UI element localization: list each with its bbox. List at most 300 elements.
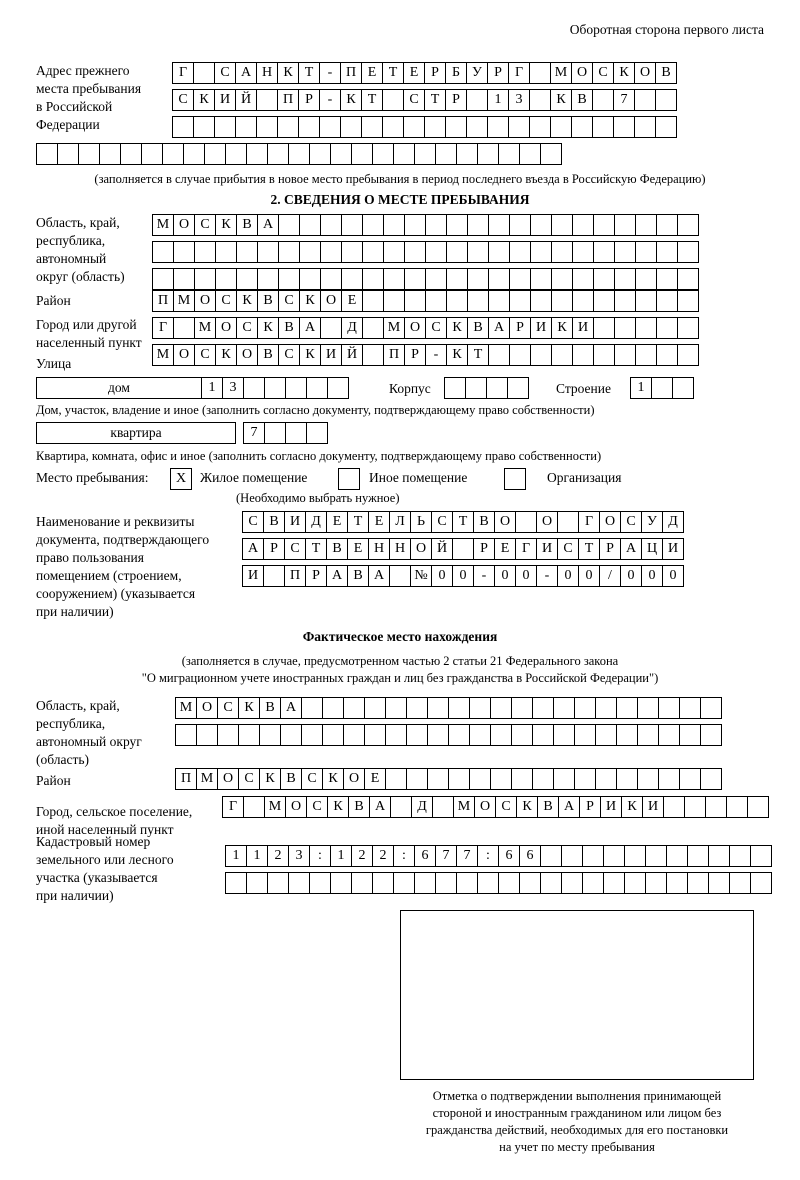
district-cell[interactable] [404, 290, 426, 312]
city-row[interactable] [152, 317, 698, 339]
district-cell[interactable] [383, 290, 405, 312]
street-cell[interactable] [635, 344, 657, 366]
document-cell[interactable] [452, 538, 474, 560]
prev-address-cell[interactable] [634, 89, 656, 111]
prev-address-cell[interactable]: К [613, 62, 635, 84]
actual-district-cell[interactable] [700, 768, 722, 790]
actual-region-cell[interactable] [301, 724, 323, 746]
region-cell[interactable] [677, 214, 699, 236]
district-cell[interactable] [530, 290, 552, 312]
cadastre-cell[interactable] [540, 845, 562, 867]
prev-address-cell[interactable] [99, 143, 121, 165]
cadastre-row-1[interactable] [225, 845, 771, 867]
prev-address-cell[interactable]: 7 [613, 89, 635, 111]
street-cell[interactable]: Т [467, 344, 489, 366]
city-cell[interactable]: А [299, 317, 321, 339]
region-cell[interactable] [677, 268, 699, 290]
document-cell[interactable]: Д [662, 511, 684, 533]
prev-address-cell[interactable] [529, 62, 551, 84]
actual-district-cell[interactable]: М [196, 768, 218, 790]
document-cell[interactable] [389, 565, 411, 587]
actual-region-cell[interactable] [238, 724, 260, 746]
actual-region-cell[interactable] [280, 724, 302, 746]
stroenie-cell[interactable] [672, 377, 694, 399]
city-cell[interactable]: Р [509, 317, 531, 339]
prev-address-cell[interactable]: Т [298, 62, 320, 84]
house-cell[interactable]: 3 [222, 377, 244, 399]
actual-region-cell[interactable]: В [259, 697, 281, 719]
region-cell[interactable] [467, 214, 489, 236]
cadastre-cell[interactable] [288, 872, 310, 894]
region-cell[interactable] [278, 268, 300, 290]
cadastre-row-2[interactable] [225, 872, 771, 894]
cadastre-cell[interactable] [540, 872, 562, 894]
cadastre-cell[interactable]: 2 [351, 845, 373, 867]
region-cell[interactable] [341, 214, 363, 236]
actual-region-cell[interactable] [700, 697, 722, 719]
city-cell[interactable]: К [551, 317, 573, 339]
actual-district-cell[interactable]: В [280, 768, 302, 790]
prev-address-cell[interactable] [403, 116, 425, 138]
city-cell[interactable] [173, 317, 195, 339]
prev-address-cell[interactable] [298, 116, 320, 138]
house-cell[interactable] [264, 377, 286, 399]
prev-address-cell[interactable] [435, 143, 457, 165]
prev-address-cell[interactable] [508, 116, 530, 138]
prev-address-cell[interactable] [634, 116, 656, 138]
cadastre-cell[interactable]: 7 [456, 845, 478, 867]
actual-city-cell[interactable] [243, 796, 265, 818]
document-cell[interactable]: П [284, 565, 306, 587]
district-row[interactable] [152, 290, 698, 312]
street-cell[interactable]: С [194, 344, 216, 366]
city-cell[interactable]: И [530, 317, 552, 339]
actual-district-cell[interactable] [616, 768, 638, 790]
cadastre-cell[interactable] [393, 872, 415, 894]
document-cell[interactable]: 0 [620, 565, 642, 587]
actual-city-cell[interactable]: А [369, 796, 391, 818]
region-cell[interactable] [257, 268, 279, 290]
cadastre-cell[interactable] [372, 872, 394, 894]
prev-address-cell[interactable] [393, 143, 415, 165]
cadastre-cell[interactable] [561, 845, 583, 867]
actual-region-cell[interactable] [301, 697, 323, 719]
actual-district-cell[interactable] [511, 768, 533, 790]
prev-address-cell[interactable]: К [193, 89, 215, 111]
actual-district-cell[interactable] [385, 768, 407, 790]
actual-city-cell[interactable] [663, 796, 685, 818]
prev-address-cell[interactable] [214, 116, 236, 138]
prev-address-cell[interactable] [141, 143, 163, 165]
actual-region-cell[interactable] [343, 697, 365, 719]
street-cell[interactable] [593, 344, 615, 366]
street-cell[interactable] [530, 344, 552, 366]
document-cell[interactable]: О [410, 538, 432, 560]
document-cell[interactable] [515, 511, 537, 533]
prev-address-cell[interactable] [372, 143, 394, 165]
checkbox-organization[interactable] [504, 468, 526, 490]
actual-region-cell[interactable] [679, 724, 701, 746]
region-cell[interactable] [362, 241, 384, 263]
district-cell[interactable]: С [278, 290, 300, 312]
region-cell[interactable] [278, 241, 300, 263]
actual-region-cell[interactable]: К [238, 697, 260, 719]
prev-address-cell[interactable]: Р [424, 62, 446, 84]
region-cell[interactable] [383, 214, 405, 236]
cadastre-cell[interactable]: 1 [330, 845, 352, 867]
prev-address-cell[interactable]: О [571, 62, 593, 84]
cadastre-cell[interactable]: 6 [414, 845, 436, 867]
document-cell[interactable]: Р [305, 565, 327, 587]
prev-address-cell[interactable]: Т [424, 89, 446, 111]
prev-address-cell[interactable]: П [277, 89, 299, 111]
city-cell[interactable]: Д [341, 317, 363, 339]
district-cell[interactable] [488, 290, 510, 312]
region-cell[interactable] [446, 241, 468, 263]
document-cell[interactable]: Т [305, 538, 327, 560]
prev-address-row-4[interactable] [36, 143, 561, 165]
prev-address-cell[interactable] [288, 143, 310, 165]
region-cell[interactable] [236, 268, 258, 290]
street-cell[interactable]: П [383, 344, 405, 366]
region-row-2[interactable] [152, 241, 698, 263]
cadastre-cell[interactable] [624, 845, 646, 867]
region-cell[interactable] [320, 241, 342, 263]
region-cell[interactable] [425, 214, 447, 236]
prev-address-cell[interactable] [466, 116, 488, 138]
region-cell[interactable] [488, 241, 510, 263]
flat-row[interactable] [243, 422, 327, 444]
actual-region-cell[interactable] [448, 724, 470, 746]
prev-address-cell[interactable] [193, 116, 215, 138]
prev-address-cell[interactable] [225, 143, 247, 165]
document-cell[interactable]: Г [578, 511, 600, 533]
district-cell[interactable] [425, 290, 447, 312]
cadastre-cell[interactable] [687, 872, 709, 894]
actual-region-cell[interactable] [364, 724, 386, 746]
region-cell[interactable] [446, 214, 468, 236]
cadastre-cell[interactable] [477, 872, 499, 894]
prev-address-cell[interactable] [456, 143, 478, 165]
actual-region-cell[interactable]: О [196, 697, 218, 719]
city-cell[interactable] [362, 317, 384, 339]
district-cell[interactable] [551, 290, 573, 312]
document-row-2[interactable] [242, 538, 683, 560]
street-cell[interactable]: В [257, 344, 279, 366]
document-cell[interactable] [557, 511, 579, 533]
prev-address-cell[interactable] [382, 89, 404, 111]
document-cell[interactable]: И [242, 565, 264, 587]
region-cell[interactable] [215, 268, 237, 290]
actual-region-cell[interactable] [406, 697, 428, 719]
cadastre-cell[interactable]: 2 [267, 845, 289, 867]
cadastre-cell[interactable] [435, 872, 457, 894]
region-cell[interactable] [383, 268, 405, 290]
prev-address-cell[interactable] [592, 116, 614, 138]
city-cell[interactable]: К [446, 317, 468, 339]
prev-address-cell[interactable] [277, 116, 299, 138]
street-cell[interactable]: С [278, 344, 300, 366]
document-cell[interactable]: / [599, 565, 621, 587]
actual-region-cell[interactable] [385, 724, 407, 746]
region-cell[interactable] [320, 268, 342, 290]
prev-address-cell[interactable] [655, 116, 677, 138]
document-cell[interactable]: О [494, 511, 516, 533]
region-cell[interactable] [530, 241, 552, 263]
document-cell[interactable]: А [368, 565, 390, 587]
document-cell[interactable]: 0 [452, 565, 474, 587]
prev-address-cell[interactable] [246, 143, 268, 165]
document-cell[interactable]: Т [347, 511, 369, 533]
prev-address-cell[interactable] [351, 143, 373, 165]
prev-address-cell[interactable] [36, 143, 58, 165]
district-cell[interactable] [572, 290, 594, 312]
actual-district-row[interactable] [175, 768, 721, 790]
actual-region-cell[interactable] [385, 697, 407, 719]
actual-region-cell[interactable] [532, 724, 554, 746]
document-cell[interactable]: Е [494, 538, 516, 560]
document-cell[interactable]: 0 [662, 565, 684, 587]
cadastre-cell[interactable] [498, 872, 520, 894]
district-cell[interactable]: С [215, 290, 237, 312]
prev-address-cell[interactable] [309, 143, 331, 165]
document-cell[interactable]: Д [305, 511, 327, 533]
prev-address-cell[interactable]: 1 [487, 89, 509, 111]
cadastre-cell[interactable] [729, 845, 751, 867]
actual-city-cell[interactable] [432, 796, 454, 818]
cadastre-cell[interactable] [624, 872, 646, 894]
document-cell[interactable]: С [242, 511, 264, 533]
region-cell[interactable] [341, 268, 363, 290]
prev-address-cell[interactable] [571, 116, 593, 138]
prev-address-cell[interactable] [330, 143, 352, 165]
street-cell[interactable] [362, 344, 384, 366]
region-cell[interactable] [299, 214, 321, 236]
stroenie-cell[interactable]: 1 [630, 377, 652, 399]
region-cell[interactable] [656, 268, 678, 290]
flat-cell[interactable] [306, 422, 328, 444]
document-cell[interactable]: Р [599, 538, 621, 560]
actual-region-row-2[interactable] [175, 724, 721, 746]
city-cell[interactable]: С [425, 317, 447, 339]
actual-region-cell[interactable] [469, 697, 491, 719]
district-cell[interactable] [635, 290, 657, 312]
region-cell[interactable] [551, 214, 573, 236]
cadastre-cell[interactable]: 2 [372, 845, 394, 867]
prev-address-cell[interactable] [592, 89, 614, 111]
document-cell[interactable]: 0 [641, 565, 663, 587]
korpus-cell[interactable] [507, 377, 529, 399]
region-cell[interactable] [362, 214, 384, 236]
region-cell[interactable]: В [236, 214, 258, 236]
actual-city-cell[interactable]: И [600, 796, 622, 818]
street-cell[interactable] [572, 344, 594, 366]
document-cell[interactable]: И [536, 538, 558, 560]
street-cell[interactable] [677, 344, 699, 366]
korpus-cell[interactable] [465, 377, 487, 399]
prev-address-cell[interactable]: С [172, 89, 194, 111]
street-cell[interactable]: И [320, 344, 342, 366]
actual-region-cell[interactable] [637, 697, 659, 719]
actual-district-cell[interactable]: Е [364, 768, 386, 790]
region-cell[interactable] [425, 268, 447, 290]
cadastre-cell[interactable] [708, 872, 730, 894]
document-cell[interactable] [263, 565, 285, 587]
actual-region-cell[interactable] [637, 724, 659, 746]
street-cell[interactable]: О [173, 344, 195, 366]
region-cell[interactable] [173, 241, 195, 263]
actual-region-cell[interactable] [343, 724, 365, 746]
actual-region-cell[interactable] [427, 697, 449, 719]
region-cell[interactable] [656, 241, 678, 263]
actual-city-cell[interactable]: К [621, 796, 643, 818]
cadastre-cell[interactable] [351, 872, 373, 894]
prev-address-row-1[interactable] [172, 62, 676, 84]
cadastre-cell[interactable] [267, 872, 289, 894]
region-cell[interactable] [299, 241, 321, 263]
actual-city-cell[interactable]: О [474, 796, 496, 818]
document-cell[interactable]: А [620, 538, 642, 560]
prev-address-cell[interactable]: В [571, 89, 593, 111]
document-cell[interactable]: Т [452, 511, 474, 533]
document-cell[interactable]: В [347, 565, 369, 587]
region-cell[interactable] [257, 241, 279, 263]
region-cell[interactable] [383, 241, 405, 263]
cadastre-cell[interactable] [687, 845, 709, 867]
actual-district-cell[interactable]: О [217, 768, 239, 790]
prev-address-cell[interactable]: М [550, 62, 572, 84]
cadastre-cell[interactable] [582, 872, 604, 894]
actual-region-cell[interactable] [175, 724, 197, 746]
document-cell[interactable]: Н [389, 538, 411, 560]
actual-city-cell[interactable] [390, 796, 412, 818]
street-cell[interactable]: О [236, 344, 258, 366]
district-cell[interactable]: В [257, 290, 279, 312]
region-cell[interactable] [194, 241, 216, 263]
document-cell[interactable]: О [599, 511, 621, 533]
prev-address-cell[interactable]: А [235, 62, 257, 84]
city-cell[interactable] [656, 317, 678, 339]
prev-address-cell[interactable]: В [655, 62, 677, 84]
house-row[interactable] [201, 377, 348, 399]
actual-district-cell[interactable]: К [322, 768, 344, 790]
document-cell[interactable]: В [326, 538, 348, 560]
actual-district-cell[interactable]: П [175, 768, 197, 790]
prev-address-cell[interactable] [655, 89, 677, 111]
actual-district-cell[interactable] [637, 768, 659, 790]
actual-city-cell[interactable]: С [495, 796, 517, 818]
region-cell[interactable] [530, 214, 552, 236]
actual-city-cell[interactable]: К [327, 796, 349, 818]
region-cell[interactable] [278, 214, 300, 236]
actual-district-cell[interactable] [406, 768, 428, 790]
prev-address-cell[interactable]: У [466, 62, 488, 84]
prev-address-cell[interactable] [382, 116, 404, 138]
cadastre-cell[interactable] [519, 872, 541, 894]
actual-region-cell[interactable] [322, 724, 344, 746]
region-cell[interactable] [551, 268, 573, 290]
district-cell[interactable]: К [236, 290, 258, 312]
document-cell[interactable]: С [284, 538, 306, 560]
actual-city-cell[interactable]: В [348, 796, 370, 818]
actual-city-cell[interactable] [726, 796, 748, 818]
city-cell[interactable] [677, 317, 699, 339]
actual-region-cell[interactable]: М [175, 697, 197, 719]
prev-address-cell[interactable]: Б [445, 62, 467, 84]
actual-region-cell[interactable] [364, 697, 386, 719]
region-cell[interactable] [299, 268, 321, 290]
street-cell[interactable]: К [299, 344, 321, 366]
prev-address-cell[interactable] [529, 89, 551, 111]
actual-region-cell[interactable] [196, 724, 218, 746]
city-cell[interactable] [320, 317, 342, 339]
region-cell[interactable] [614, 268, 636, 290]
house-cell[interactable] [327, 377, 349, 399]
prev-address-cell[interactable]: О [634, 62, 656, 84]
actual-region-cell[interactable] [574, 697, 596, 719]
prev-address-cell[interactable]: Й [235, 89, 257, 111]
prev-address-cell[interactable] [529, 116, 551, 138]
actual-region-cell[interactable] [553, 697, 575, 719]
prev-address-cell[interactable]: П [340, 62, 362, 84]
prev-address-row-2[interactable] [172, 89, 676, 111]
region-cell[interactable] [446, 268, 468, 290]
city-cell[interactable]: К [257, 317, 279, 339]
actual-region-cell[interactable] [490, 697, 512, 719]
document-cell[interactable]: Й [431, 538, 453, 560]
document-cell[interactable]: Г [515, 538, 537, 560]
prev-address-cell[interactable]: К [340, 89, 362, 111]
street-row[interactable] [152, 344, 698, 366]
prev-address-cell[interactable]: 3 [508, 89, 530, 111]
actual-district-cell[interactable] [532, 768, 554, 790]
region-cell[interactable] [194, 268, 216, 290]
region-cell[interactable] [320, 214, 342, 236]
street-cell[interactable]: - [425, 344, 447, 366]
region-cell[interactable] [551, 241, 573, 263]
cadastre-cell[interactable] [225, 872, 247, 894]
actual-city-cell[interactable]: М [264, 796, 286, 818]
cadastre-cell[interactable] [603, 845, 625, 867]
actual-region-cell[interactable] [616, 724, 638, 746]
flat-cell[interactable] [264, 422, 286, 444]
district-cell[interactable]: М [173, 290, 195, 312]
prev-address-cell[interactable]: Р [298, 89, 320, 111]
cadastre-cell[interactable]: : [393, 845, 415, 867]
actual-region-cell[interactable] [217, 724, 239, 746]
document-cell[interactable]: И [284, 511, 306, 533]
actual-district-cell[interactable]: С [301, 768, 323, 790]
actual-district-cell[interactable] [658, 768, 680, 790]
stroenie-cell[interactable] [651, 377, 673, 399]
region-cell[interactable] [152, 268, 174, 290]
prev-address-cell[interactable]: Т [361, 89, 383, 111]
prev-address-cell[interactable]: С [403, 89, 425, 111]
actual-city-cell[interactable]: К [516, 796, 538, 818]
district-cell[interactable] [593, 290, 615, 312]
street-cell[interactable] [488, 344, 510, 366]
region-cell[interactable]: А [257, 214, 279, 236]
document-cell[interactable]: С [431, 511, 453, 533]
region-cell[interactable] [488, 214, 510, 236]
prev-address-cell[interactable] [540, 143, 562, 165]
prev-address-cell[interactable] [613, 116, 635, 138]
region-cell[interactable]: О [173, 214, 195, 236]
stroenie-row[interactable] [630, 377, 693, 399]
actual-city-cell[interactable]: Д [411, 796, 433, 818]
prev-address-row-3[interactable] [172, 116, 676, 138]
city-cell[interactable]: М [383, 317, 405, 339]
